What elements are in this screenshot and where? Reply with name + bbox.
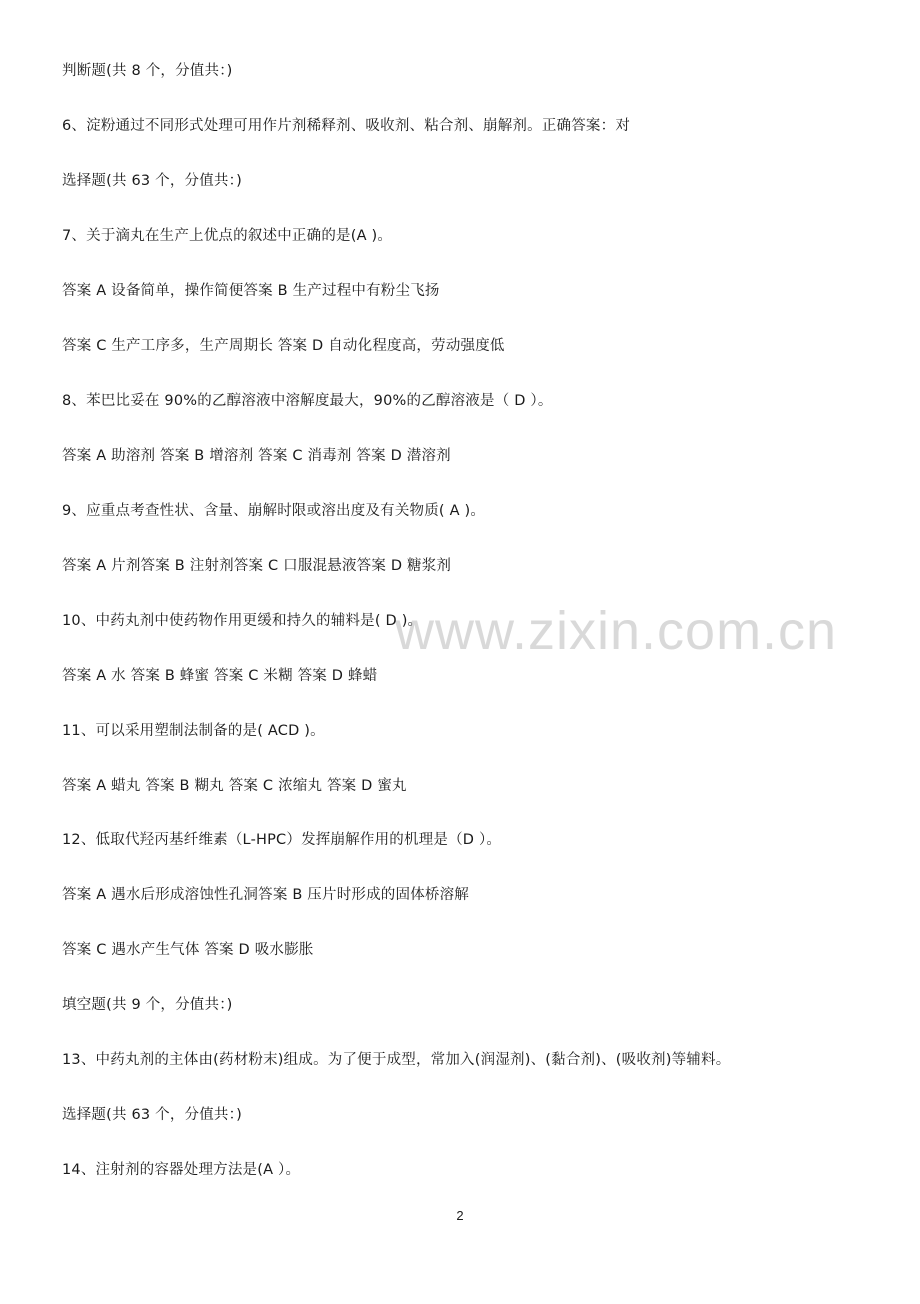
question-6: 6、淀粉通过不同形式处理可用作片剂稀释剂、吸收剂、粘合剂、崩解剂。正确答案：对 [62,118,631,134]
question-11: 11、可以采用塑制法制备的是( ACD )。 [62,723,325,739]
answer-options-12b: 答案 C 遇水产生气体 答案 D 吸水膨胀 [62,942,314,958]
answer-options-12a: 答案 A 遇水后形成溶蚀性孔洞答案 B 压片时形成的固体桥溶解 [62,887,470,903]
question-13: 13、中药丸剂的主体由(药材粉末)组成。为了便于成型，常加入(润湿剂)、(黏合剂)、(吸收剂)等辅料。 [62,1052,731,1068]
answer-options-7a: 答案 A 设备简单，操作简便答案 B 生产过程中有粉尘飞扬 [62,283,440,299]
watermark: www.zixin.com.cn [395,601,838,661]
section-heading-judgement: 判断题(共 8 个，分值共：) [62,63,233,79]
question-12: 12、低取代羟丙基纤维素（L-HPC）发挥崩解作用的机理是（D ）。 [62,832,502,848]
answer-options-7b: 答案 C 生产工序多，生产周期长 答案 D 自动化程度高，劳动强度低 [62,338,505,354]
question-8: 8、苯巴比妥在 90%的乙醇溶液中溶解度最大，90%的乙醇溶液是（ D ）。 [62,393,553,409]
section-heading-fill: 填空题(共 9 个，分值共：) [62,997,233,1013]
answer-options-9: 答案 A 片剂答案 B 注射剂答案 C 口服混悬液答案 D 糖浆剂 [62,558,452,574]
page-number: 2 [456,1208,464,1223]
question-14: 14、注射剂的容器处理方法是(A ）。 [62,1162,301,1178]
question-7: 7、关于滴丸在生产上优点的叙述中正确的是(A )。 [62,228,393,244]
section-heading-choice: 选择题(共 63 个，分值共：) [62,173,242,189]
answer-options-10: 答案 A 水 答案 B 蜂蜜 答案 C 米糊 答案 D 蜂蜡 [62,668,378,684]
question-10: 10、中药丸剂中使药物作用更缓和持久的辅料是( D )。 [62,613,423,629]
section-heading-choice-2: 选择题(共 63 个，分值共：) [62,1107,242,1123]
answer-options-8: 答案 A 助溶剂 答案 B 增溶剂 答案 C 消毒剂 答案 D 潜溶剂 [62,448,451,464]
question-9: 9、应重点考查性状、含量、崩解时限或溶出度及有关物质( A )。 [62,503,486,519]
answer-options-11: 答案 A 蜡丸 答案 B 糊丸 答案 C 浓缩丸 答案 D 蜜丸 [62,778,407,794]
